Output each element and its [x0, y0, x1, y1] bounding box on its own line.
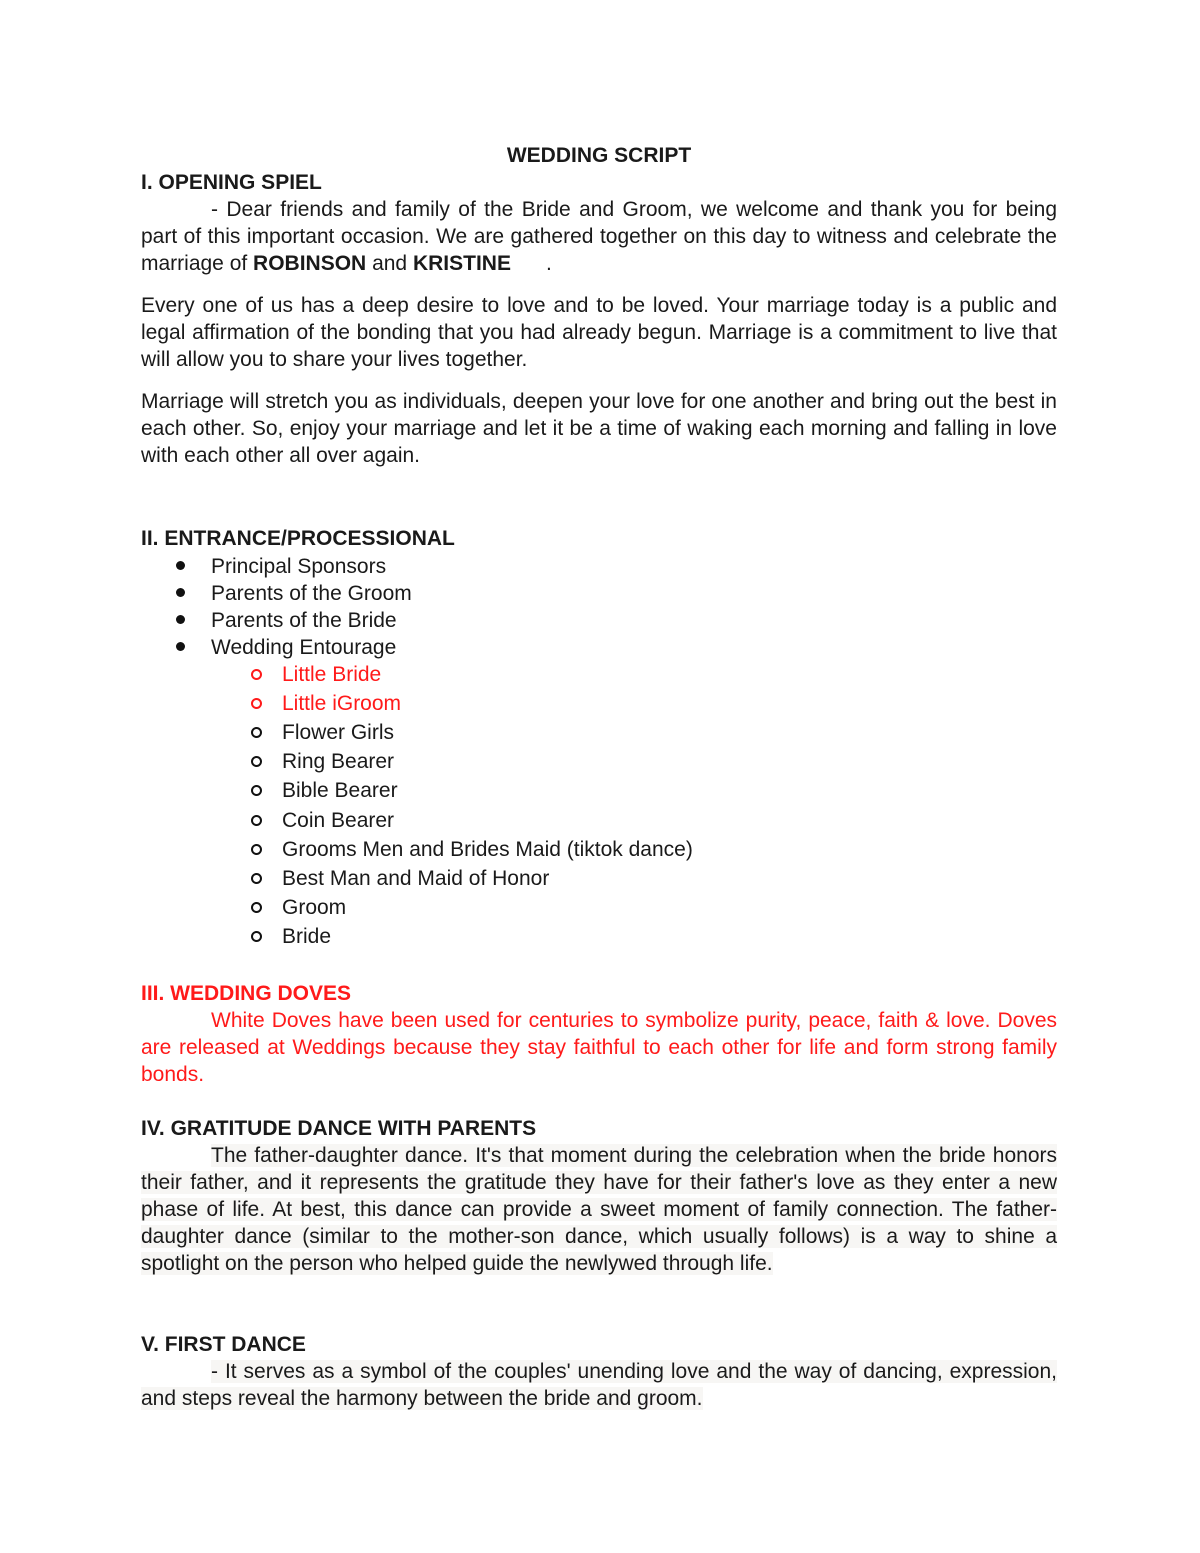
sub-list-item-label: Bible Bearer [282, 779, 398, 802]
and-text: and [366, 252, 413, 275]
circle-bullet-icon [251, 931, 262, 942]
heading-entrance: II. ENTRANCE/PROCESSIONAL [141, 527, 455, 550]
list-item-label: Parents of the Bride [211, 609, 397, 632]
opening-text: - Dear friends and family of the Bride and Groom, we welcome and thank you for being part of this important occasion. We are gathered together on this day to witness and celebrate the marriage of [141, 198, 1057, 275]
bullet-icon [176, 642, 185, 651]
heading-wedding-doves: III. WEDDING DOVES [141, 982, 352, 1005]
sub-list-item-label: Ring Bearer [282, 750, 395, 773]
circle-bullet-icon [251, 698, 262, 709]
circle-bullet-icon [251, 902, 262, 913]
circle-bullet-icon [251, 873, 262, 884]
sub-list-item-label: Groom [282, 896, 347, 919]
opening-paragraph-2: Every one of us has a deep desire to love and to be loved. Your marriage today is a public and legal affirmation of the bonding that you had already begun. Marriage is a commitment to live that will allow you to share your lives together. [141, 294, 1057, 371]
gratitude-text: The father-daughter dance. It's that moment during the celebration when the bride honors their father, and it represents the gratitude they have for their father's love as they enter a new phase of life. At best, this dance can provide a sweet moment of family connection. The father-daughter dance (similar to the mother-son dance, which usually follows) is a way to shine a spotlight on the person who helped guide the newlywed through life. [141, 1144, 1057, 1275]
bullet-icon [176, 588, 185, 597]
sub-list-item-label: Best Man and Maid of Honor [282, 867, 550, 890]
doves-paragraph: White Doves have been used for centuries to symbolize purity, peace, faith & love. Doves are released at Weddings because they stay faithful to each other for life and form strong family bonds. [141, 1009, 1057, 1086]
heading-opening-spiel: I. OPENING SPIEL [141, 171, 322, 194]
bride-name: KRISTINE [412, 252, 511, 275]
first-dance-text: - It serves as a symbol of the couples' unending love and the way of dancing, expression, and steps reveal the harmony between the bride and groom. [141, 1360, 1057, 1410]
bullet-icon [176, 615, 185, 624]
sub-list-item-label: Grooms Men and Brides Maid (tiktok dance) [282, 838, 693, 861]
sub-list-item-label: Little iGroom [282, 692, 402, 715]
circle-bullet-icon [251, 727, 262, 738]
bullet-icon [176, 561, 185, 570]
list-item-label: Principal Sponsors [211, 555, 387, 578]
first-dance-paragraph [141, 1358, 1057, 1412]
heading-first-dance: V. FIRST DANCE [141, 1333, 306, 1356]
sub-list-item-label: Coin Bearer [282, 809, 395, 832]
heading-gratitude-dance: IV. GRATITUDE DANCE WITH PARENTS [141, 1117, 537, 1140]
circle-bullet-icon [251, 669, 262, 680]
opening-paragraph-3: Marriage will stretch you as individuals, deepen your love for one another and bring out the best in each other. So, enjoy your marriage and let it be a time of waking each morning and falling in love with each other all over again. [141, 390, 1057, 467]
document-title: WEDDING SCRIPT [506, 144, 692, 167]
groom-name: ROBINSON [253, 252, 367, 275]
gratitude-paragraph [141, 1142, 1057, 1277]
sub-list-item-label: Flower Girls [282, 721, 395, 744]
list-item-label: Wedding Entourage [211, 636, 397, 659]
sub-list-item-label: Bride [282, 925, 332, 948]
opening-paragraph [141, 196, 1057, 277]
circle-bullet-icon [251, 844, 262, 855]
list-item-label: Parents of the Groom [211, 582, 412, 605]
opening-end: . [510, 252, 552, 275]
sub-list-item-label: Little Bride [282, 663, 382, 686]
circle-bullet-icon [251, 756, 262, 767]
circle-bullet-icon [251, 815, 262, 826]
circle-bullet-icon [251, 785, 262, 796]
